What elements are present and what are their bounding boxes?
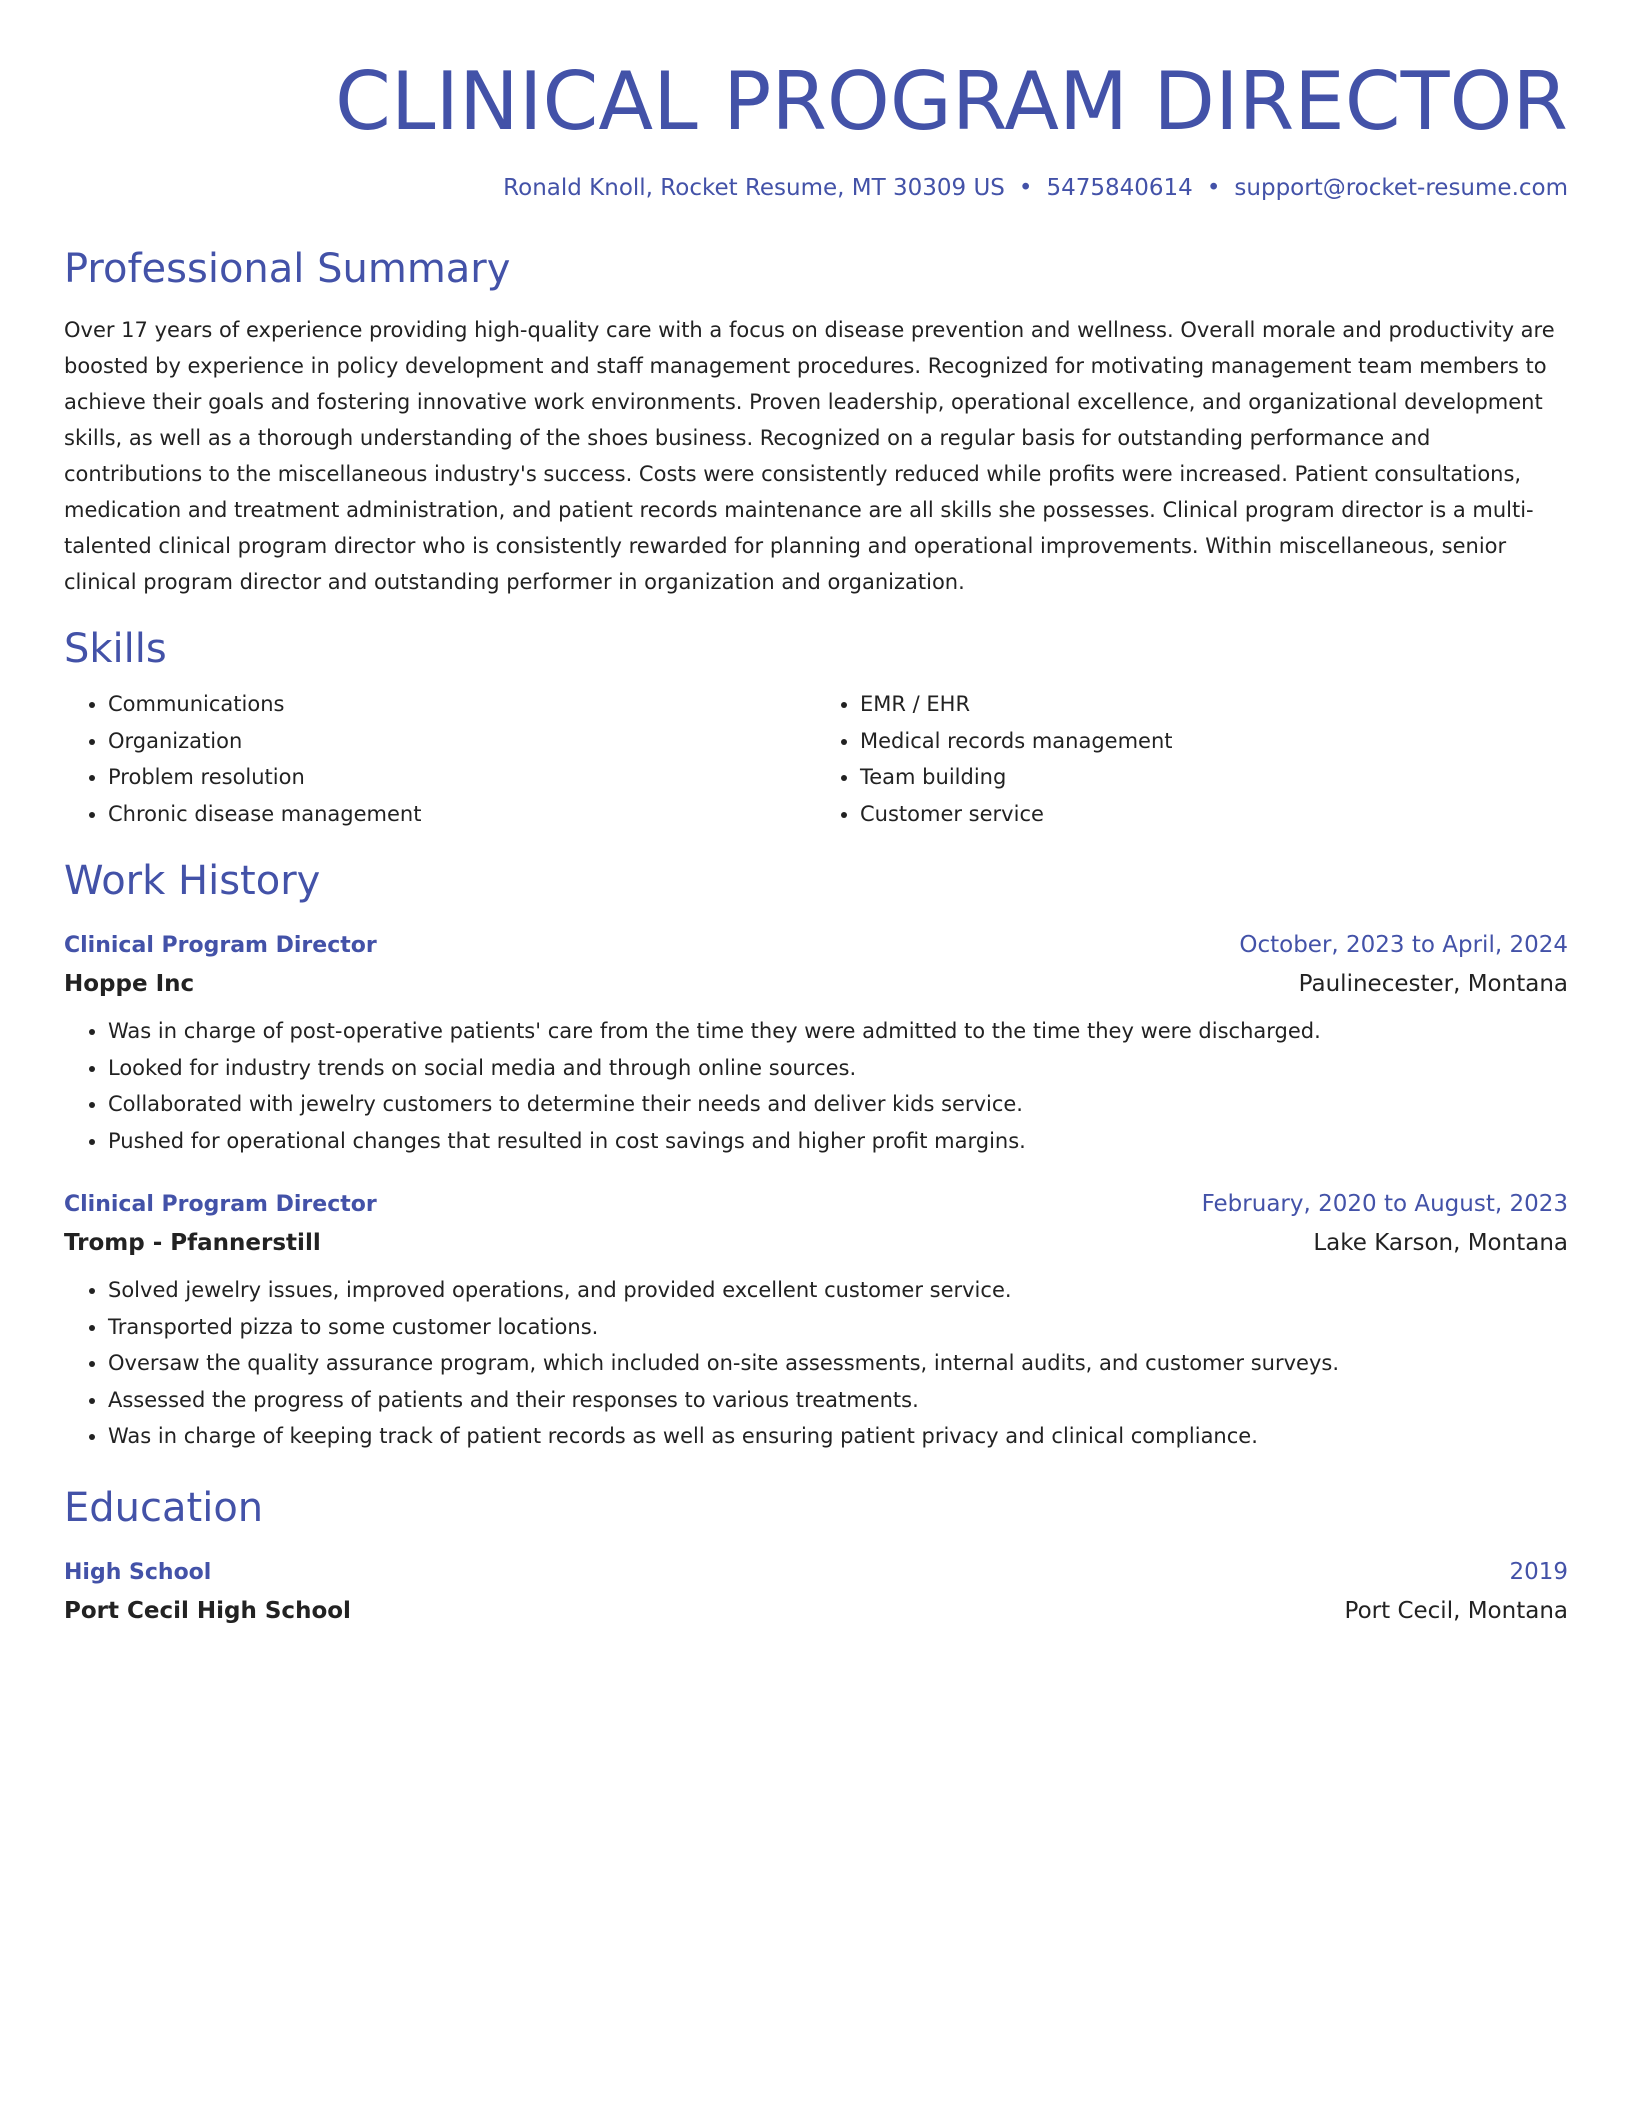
job-location: Lake Karson, Montana (1313, 1230, 1568, 1256)
summary-text: Over 17 years of experience providing high-quality care with a focus on disease prevention and wellness. Overall morale and productivity are boosted by experience in policy development and staff management procedures. Recognized for motivating management team members to achieve their goals and fostering innovative work environments. Proven leadership, operational excellence, and organizational development skills, as well as a thorough understanding of the shoes business. Recognized on a regular basis for outstanding performance and contributions to the miscellaneous industry's success. Costs were consistently reduced while profits were increased. Patient consultations, medication and treatment administration, and patient records maintenance are all skills she possesses. Clinical program director is a multi-talented clinical program director who is consistently rewarded for planning and operational improvements. Within miscellaneous, senior clinical program director and outstanding performer in organization and organization. (64, 318, 1555, 594)
education-location: Port Cecil, Montana (1344, 1597, 1568, 1624)
contact-email: support@rocket-resume.com (1234, 175, 1568, 201)
skill-item: • Team building (860, 759, 1568, 796)
job-bullet: • Pushed for operational changes that resulted in cost savings and higher profit margins. (108, 1123, 1568, 1160)
skills-section (64, 624, 1568, 832)
job-dates: October, 2023 to April, 2024 (1239, 932, 1568, 958)
contact-line (64, 172, 1568, 204)
skill-item: • Organization (108, 723, 816, 760)
job-header-row (64, 1185, 1568, 1224)
education-year: 2019 (1509, 1558, 1568, 1585)
job-company-row (64, 965, 1568, 1003)
job-role: Clinical Program Director (64, 933, 377, 958)
skill-item: • Medical records management (860, 723, 1568, 760)
skills-list-left (64, 686, 816, 832)
job-bullet: • Was in charge of keeping track of patient records as well as ensuring patient privacy and clinical compliance. (108, 1418, 1568, 1455)
skills-heading: Skills (64, 626, 167, 672)
contact-separator: • (1018, 175, 1033, 201)
job-bullet: • Transported pizza to some customer locations. (108, 1309, 1568, 1346)
education-heading: Education (64, 1484, 264, 1531)
job-bullets (64, 1272, 1568, 1455)
job-location: Paulinecester, Montana (1298, 971, 1568, 997)
contact-address: Ronald Knoll, Rocket Resume, MT 30309 US (503, 175, 1005, 201)
education-entry (64, 1553, 1568, 1630)
education-section (64, 1483, 1568, 1630)
work-history-section (64, 856, 1568, 1455)
job-role: Clinical Program Director (64, 1192, 377, 1217)
job-dates: February, 2020 to August, 2023 (1201, 1191, 1568, 1217)
job-entry (64, 926, 1568, 1159)
job-company-row (64, 1224, 1568, 1262)
skills-list-right (816, 686, 1568, 832)
contact-separator: • (1206, 175, 1221, 201)
job-company: Hoppe Inc (64, 971, 195, 997)
summary-heading: Professional Summary (64, 246, 511, 292)
skill-item: • Problem resolution (108, 759, 816, 796)
job-bullets (64, 1013, 1568, 1159)
job-entry (64, 1185, 1568, 1455)
skill-item: • Communications (108, 686, 816, 723)
skill-item: • EMR / EHR (860, 686, 1568, 723)
education-school-row (64, 1592, 1568, 1630)
education-header-row (64, 1553, 1568, 1592)
job-bullet: • Looked for industry trends on social media and through online sources. (108, 1050, 1568, 1087)
job-header-row (64, 926, 1568, 965)
job-bullet: • Solved jewelry issues, improved operations, and provided excellent customer service. (108, 1272, 1568, 1309)
job-bullet: • Collaborated with jewelry customers to determine their needs and deliver kids service. (108, 1086, 1568, 1123)
job-bullet: • Assessed the progress of patients and their responses to various treatments. (108, 1382, 1568, 1419)
skill-item: • Chronic disease management (108, 796, 816, 833)
education-school: Port Cecil High School (64, 1597, 351, 1624)
contact-phone: 5475840614 (1046, 175, 1193, 201)
resume-title: CLINICAL PROGRAM DIRECTOR (335, 55, 1568, 148)
job-bullet: • Oversaw the quality assurance program, which included on-site assessments, internal audits, and customer surveys. (108, 1345, 1568, 1382)
skills-grid (64, 686, 1568, 832)
job-bullet: • Was in charge of post-operative patients' care from the time they were admitted to the time they were discharged. (108, 1013, 1568, 1050)
job-company: Tromp - Pfannerstill (64, 1230, 321, 1256)
work-history-heading: Work History (64, 858, 321, 904)
education-degree: High School (64, 1559, 212, 1585)
skill-item: • Customer service (860, 796, 1568, 833)
summary-section (64, 244, 1568, 600)
